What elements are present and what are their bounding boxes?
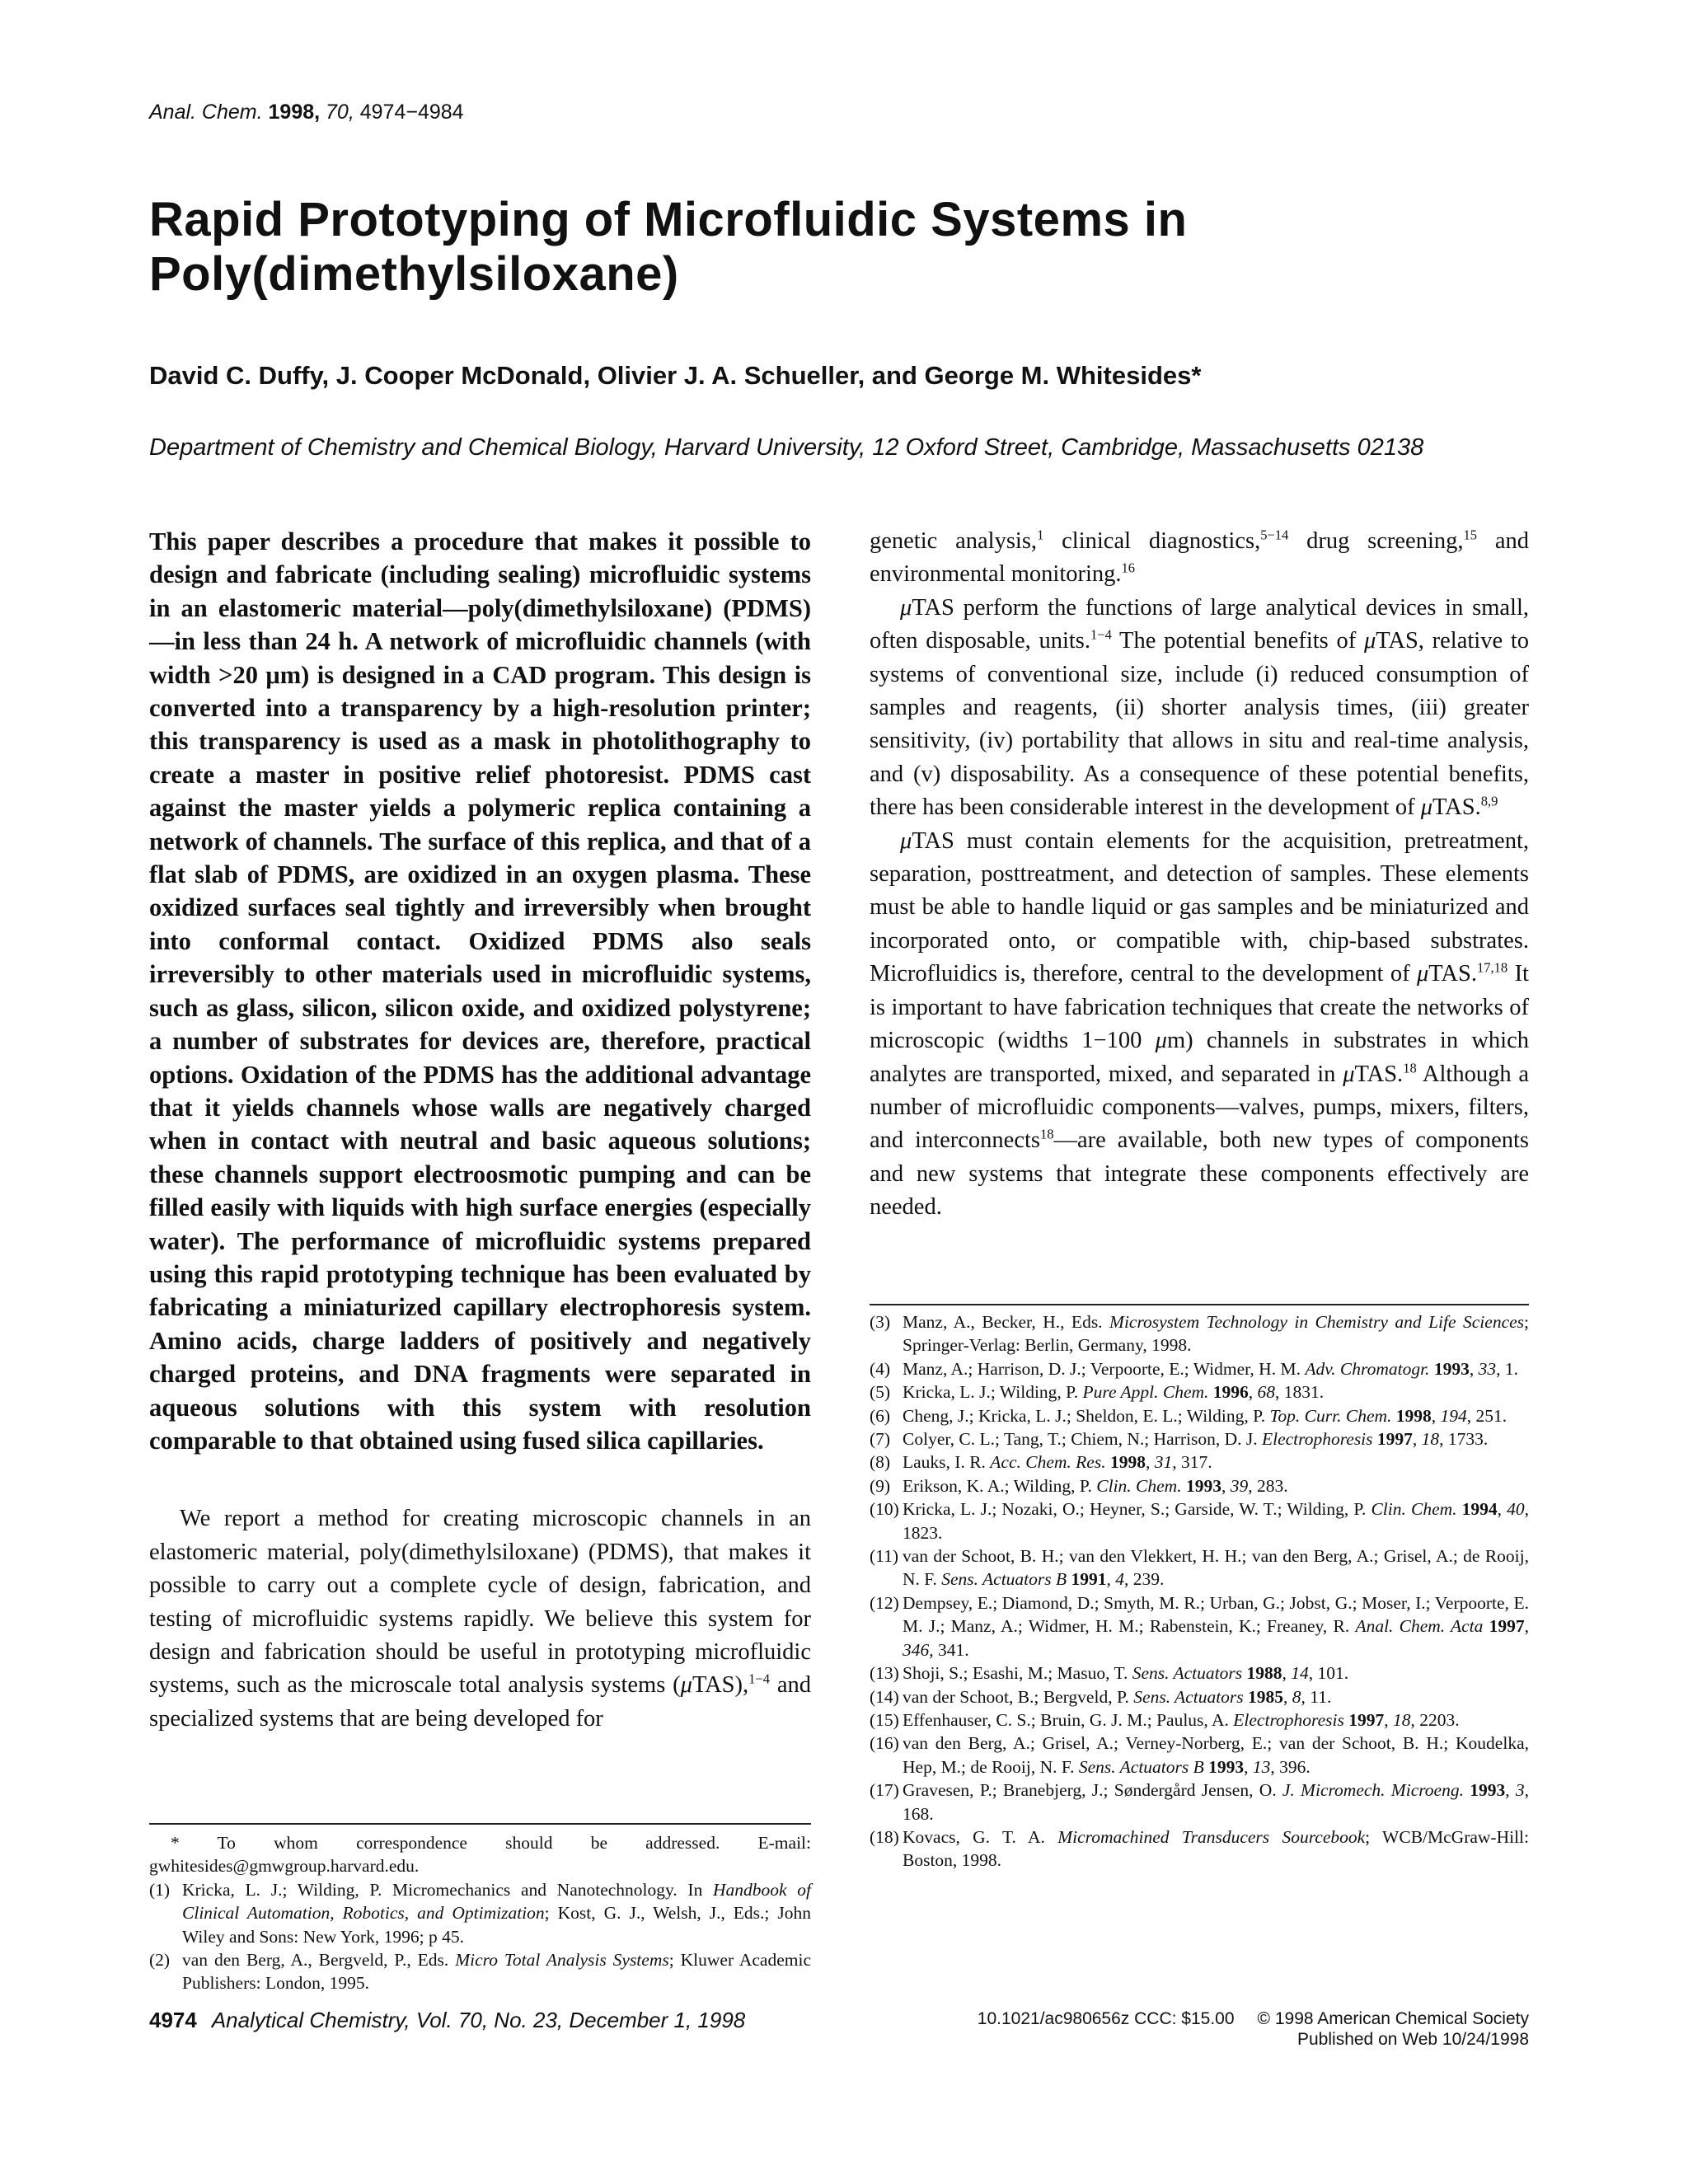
reference-item: (15) Effenhauser, C. S.; Bruin, G. J. M.; Paulus, A. Electrophoresis 1997, 18, 2203. [870, 1709, 1460, 1730]
reference-item: (8) Lauks, I. R. Acc. Chem. Res. 1998, 31, 317. [870, 1452, 1212, 1473]
reference-item: (2) van den Berg, A., Bergveld, P., Eds. Micro Total Analysis Systems; Kluwer Academic Publishers: London, 1995. [149, 1950, 812, 1994]
journal-volume: 70, [326, 101, 354, 124]
reference-item: (17) Gravesen, P.; Branebjerg, J.; Søndergård Jensen, O. J. Micromech. Microeng. 1993, 3, 168. [870, 1780, 1529, 1824]
body-paragraph: μTAS must contain elements for the acquisition, pretreatment, separation, posttreatment, and detection of samples. These elements must be able to handle liquid or gas samples and be miniaturized and incorporated onto, or compatible with, chip-based substrates. Microfluidics is, therefore, central to the development of μTAS.$^{17,18}$ It is important to have fabrication techniques that create the networks of microscopic (widths 1−100 μm) channels in substrates in which analytes are transported, mixed, and separated in μTAS.$^{18}$ Although a number of microfluidic components—valves, pumps, mixers, filters, and interconnects$^{18}$—are available, both new types of components and new systems that integrate these components effectively are needed. [870, 827, 1529, 1221]
references-divider [870, 1304, 1529, 1305]
reference-item: (12) Dempsey, E.; Diamond, D.; Smyth, M. R.; Urban, G.; Jobst, G.; Moser, I.; Verpoorte, E. M. J.; Manz, A.; Widmer, H. M.; Rabenstein, K.; Freaney, R. Anal. Chem. Acta 1997, 346, 341. [870, 1592, 1529, 1660]
reference-item: (5) Kricka, L. J.; Wilding, P. Pure Appl. Chem. 1996, 68, 1831. [870, 1382, 1325, 1403]
page-footer-right [853, 2008, 1529, 2050]
reference-item: (18) Kovacs, G. T. A. Micromachined Transducers Sourcebook; WCB/McGraw-Hill: Boston, 1998. [870, 1826, 1530, 1871]
body-paragraph: genetic analysis,$^1$ clinical diagnostics,$^{5-14}$ drug screening,$^{15}$ and environmental monitoring.$^{16}$ [870, 527, 1530, 588]
reference-item: (3) Manz, A., Becker, H., Eds. Microsystem Technology in Chemistry and Life Sciences; Springer-Verlag: Berlin, Germany, 1998. [870, 1312, 1529, 1356]
reference-item: (4) Manz, A.; Harrison, D. J.; Verpoorte, E.; Widmer, H. M. Adv. Chromatogr. 1993, 33, 1. [870, 1358, 1518, 1379]
copyright: © 1998 American Chemical Society [1257, 2009, 1529, 2028]
doi: 10.1021/ac980656z CCC: $15.00 [977, 2009, 1235, 2028]
reference-item: (13) Shoji, S.; Esashi, M.; Masuo, T. Sens. Actuators 1988, 14, 101. [870, 1663, 1349, 1684]
right-column [870, 525, 1529, 1225]
body-paragraph: μTAS perform the functions of large analytical devices in small, often disposable, units.$^{1-4}$ The potential benefits of μTAS, relative to systems of conventional size, include (i) reduced consumption of samples and reagents, (ii) shorter analysis times, (iii) greater sensitivity, (iv) portability that allows in situ and real-time analysis, and (v) disposability. As a consequence of these potential benefits, there has been considerable interest in the development of μTAS.$^{8,9}$ [870, 594, 1529, 821]
abstract: This paper describes a procedure that makes it possible to design and fabricate (including sealing) microfluidic systems in an elastomeric material—poly(dimethylsiloxane) (PDMS)—in less than 24 h. A network of microfluidic channels (with width >20 μm) is designed in a CAD program. This design is converted into a transparency by a high-resolution printer; this transparency is used as a mask in photolithography to create a master in positive relief photoresist. PDMS cast against the master yields a polymeric replica containing a network of channels. The surface of this replica, and that of a flat slab of PDMS, are oxidized in an oxygen plasma. These oxidized surfaces seal tightly and irreversibly when brought into conformal contact. Oxidized PDMS also seals irreversibly to other materials used in microfluidic systems, such as glass, silicon, silicon oxide, and oxidized polystyrene; a number of substrates for devices are, therefore, practical options. Oxidation of the PDMS has the additional advantage that it yields channels whose walls are negatively charged when in contact with neutral and basic aqueous solutions; these channels support electroosmotic pumping and can be filled easily with liquids with high surface energies (especially water). The performance of microfluidic systems prepared using this rapid prototyping technique has been evaluated by fabricating a miniaturized capillary electrophoresis system. Amino acids, charge ladders of positively and negatively charged proteins, and DNA fragments were separated in aqueous solutions with this system with resolution comparable to that obtained using fused silica capillaries. [149, 527, 811, 1455]
reference-item: (7) Colyer, C. L.; Tang, T.; Chiem, N.; Harrison, D. J. Electrophoresis 1997, 18, 1733. [870, 1429, 1489, 1450]
affiliation: Department of Chemistry and Chemical Biology, Harvard University, 12 Oxford Street, Cambridge, Massachusetts 02138 [149, 434, 1424, 461]
reference-item: (6) Cheng, J.; Kricka, L. J.; Sheldon, E. L.; Wilding, P. Top. Curr. Chem. 1998, 194, 251. [870, 1405, 1507, 1426]
journal-year: 1998, [268, 101, 321, 124]
reference-item: (9) Erikson, K. A.; Wilding, P. Clin. Chem. 1993, 39, 283. [870, 1475, 1288, 1496]
page-number: 4974 [149, 2008, 197, 2032]
journal-issue: Analytical Chemistry, Vol. 70, No. 23, December 1, 1998 [211, 2008, 746, 2032]
reference-item: (10) Kricka, L. J.; Nozaki, O.; Heyner, S.; Garside, W. T.; Wilding, P. Clin. Chem. 1994, 40, 1823. [870, 1499, 1530, 1543]
reference-item: (11) van der Schoot, B. H.; van den Vlekkert, H. H.; van den Berg, A.; Grisel, A.; de Rooij, N. F. Sens. Actuators B 1991, 4, 239. [870, 1546, 1529, 1590]
page-footer-left [149, 2008, 745, 2033]
reference-item: (1) Kricka, L. J.; Wilding, P. Micromechanics and Nanotechnology. In Handbook of Clinical Automation, Robotics, and Optimization; Kost, G. J., Welsh, J., Eds.; John Wiley and Sons: New York, 1996; p 45. [149, 1879, 811, 1947]
footnotes-left [149, 1831, 811, 1995]
paper-title: Rapid Prototyping of Microfluidic Systems in Poly(dimethylsiloxane) [149, 193, 1188, 301]
correspondence-note: * To whom correspondence should be addressed. E-mail: gwhitesides@gmwgroup.harvard.edu. [149, 1833, 811, 1877]
left-column [149, 525, 811, 1736]
reference-item: (14) van der Schoot, B.; Bergveld, P. Sens. Actuators 1985, 8, 11. [870, 1686, 1332, 1707]
journal-abbrev: Anal. Chem. [149, 101, 263, 124]
intro-paragraph: We report a method for creating microscopic channels in an elastomeric material, poly(dimethylsiloxane) (PDMS), that makes it possible to carry out a complete cycle of design, fabrication, and testing of microfluidic systems rapidly. We believe this system for design and fabrication should be useful in prototyping microfluidic systems, such as the microscale total analysis systems (μTAS),$^{1-4}$ and specialized systems that are being developed for [149, 1506, 812, 1732]
references-list [870, 1310, 1529, 1872]
footnote-divider [149, 1823, 811, 1825]
reference-item: (16) van den Berg, A.; Grisel, A.; Verney-Norberg, E.; van der Schoot, B. H.; Koudelka, Hep, M.; de Rooij, N. F. Sens. Actuators B 1993, 13, 396. [870, 1733, 1529, 1777]
journal-pages: 4974−4984 [359, 101, 464, 124]
author-list: David C. Duffy, J. Cooper McDonald, Olivier J. A. Schueller, and George M. Whitesides* [149, 361, 1202, 390]
published-date: Published on Web 10/24/1998 [1297, 2030, 1529, 2049]
running-head [149, 101, 464, 124]
